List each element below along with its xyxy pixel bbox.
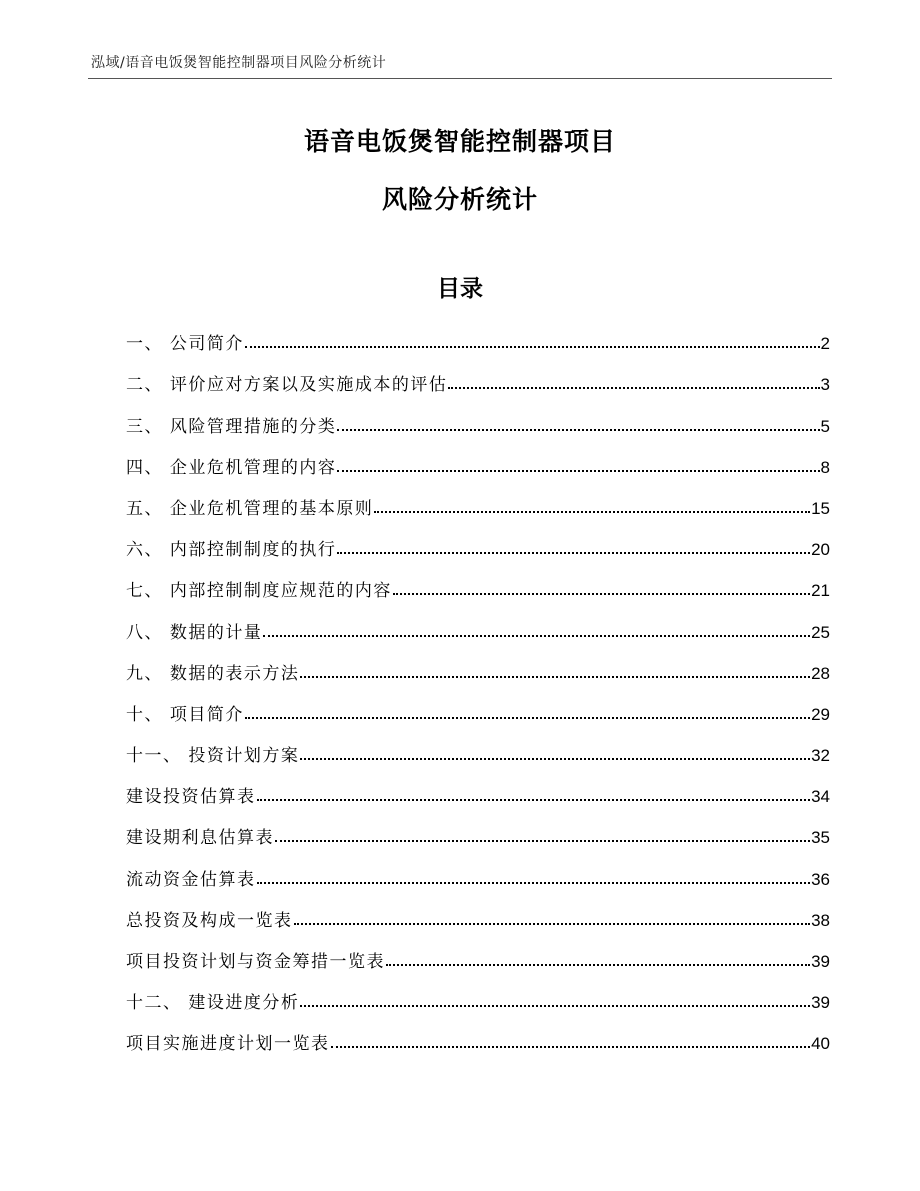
toc-entry-page: 2 (820, 334, 830, 354)
header-divider (88, 78, 832, 79)
toc-entry-label: 十一、 投资计划方案 (126, 746, 300, 767)
toc-leader-dots (275, 840, 810, 842)
toc-entry-label: 三、 风险管理措施的分类 (126, 416, 337, 437)
toc-entry-page: 38 (811, 910, 830, 930)
toc-entry[interactable] (126, 649, 830, 690)
toc-entry-page: 25 (811, 622, 830, 642)
toc-entry[interactable] (126, 360, 830, 401)
toc-entry-label: 项目投资计划与资金筹措一览表 (126, 952, 385, 972)
running-header: 泓域/语音电饭煲智能控制器项目风险分析统计 (91, 55, 387, 71)
toc-entry-page: 35 (811, 828, 830, 848)
toc-entry[interactable] (126, 607, 830, 648)
toc-entry-page: 39 (811, 952, 830, 971)
toc-entry[interactable] (126, 1019, 830, 1060)
toc-leader-dots (331, 1046, 811, 1048)
toc-entry[interactable] (126, 319, 830, 360)
toc-entry-label: 五、 企业危机管理的基本原则 (126, 498, 374, 519)
toc-entry-label: 建设期利息估算表 (126, 828, 274, 849)
toc-entry-page: 32 (811, 746, 830, 766)
toc-entry[interactable] (126, 690, 830, 731)
toc-entry-page: 28 (811, 663, 830, 683)
toc-entry[interactable] (126, 401, 830, 442)
toc-leader-dots (337, 470, 819, 472)
toc-entry-label: 七、 内部控制制度应规范的内容 (126, 581, 392, 602)
toc-entry-label: 四、 企业危机管理的内容 (126, 457, 337, 478)
toc-entry-page: 36 (811, 869, 830, 889)
toc-entry-label: 六、 内部控制制度的执行 (126, 540, 337, 561)
toc-leader-dots (245, 717, 810, 719)
toc-entry-label: 建设投资估算表 (126, 787, 256, 808)
toc-leader-dots (337, 552, 810, 554)
toc-entry-label: 流动资金估算表 (126, 869, 256, 890)
toc-entry-page: 5 (820, 416, 830, 436)
toc-leader-dots (337, 429, 819, 431)
toc-entry-label: 总投资及构成一览表 (126, 910, 293, 931)
toc-entry[interactable] (126, 772, 830, 813)
toc-entry-label: 八、 数据的计量 (126, 622, 263, 643)
toc-leader-dots (393, 593, 810, 595)
toc-entry[interactable] (126, 566, 830, 607)
toc-entry-label: 九、 数据的表示方法 (126, 663, 300, 684)
toc-leader-dots (300, 676, 810, 678)
document-title-line-1: 语音电饭煲智能控制器项目 (303, 127, 616, 156)
toc-entry-page: 3 (820, 375, 830, 395)
toc-leader-dots (300, 1005, 810, 1007)
toc-entry-page: 8 (820, 457, 830, 477)
toc-leader-dots (263, 635, 810, 637)
toc-entry-page: 34 (811, 787, 830, 807)
toc-entry-label: 十、 项目简介 (126, 704, 244, 725)
toc-entry[interactable] (126, 854, 830, 895)
toc-leader-dots (300, 758, 810, 760)
toc-heading: 目录 (437, 276, 483, 302)
toc-leader-dots (374, 511, 810, 513)
toc-entry-page: 21 (811, 581, 830, 601)
toc-leader-dots (257, 799, 811, 801)
toc-entry-page: 20 (811, 540, 830, 560)
toc-leader-dots (245, 346, 820, 348)
toc-entry[interactable] (126, 978, 830, 1019)
toc-entry[interactable] (126, 443, 830, 484)
toc-entry-label: 项目实施进度计划一览表 (126, 1034, 330, 1055)
toc-entry[interactable] (126, 525, 830, 566)
toc-entry[interactable] (126, 484, 830, 525)
toc-entry[interactable] (126, 731, 830, 772)
toc-leader-dots (386, 964, 810, 966)
toc-leader-dots (294, 923, 811, 925)
toc-entry[interactable] (126, 813, 830, 854)
toc-entry-label: 一、 公司简介 (126, 334, 244, 355)
toc-leader-dots (448, 387, 819, 389)
toc-entry-label: 二、 评价应对方案以及实施成本的评估 (126, 375, 448, 396)
toc-entry-page: 29 (811, 704, 830, 724)
toc-entry[interactable] (126, 937, 830, 978)
table-of-contents (126, 319, 830, 1060)
toc-entry-page: 40 (811, 1034, 830, 1054)
toc-leader-dots (257, 882, 811, 884)
toc-entry-label: 十二、 建设进度分析 (126, 993, 300, 1014)
toc-entry-page: 15 (811, 498, 830, 518)
toc-entry-page: 39 (811, 993, 830, 1013)
toc-entry[interactable] (126, 896, 830, 937)
document-title-line-2: 风险分析统计 (381, 185, 538, 214)
